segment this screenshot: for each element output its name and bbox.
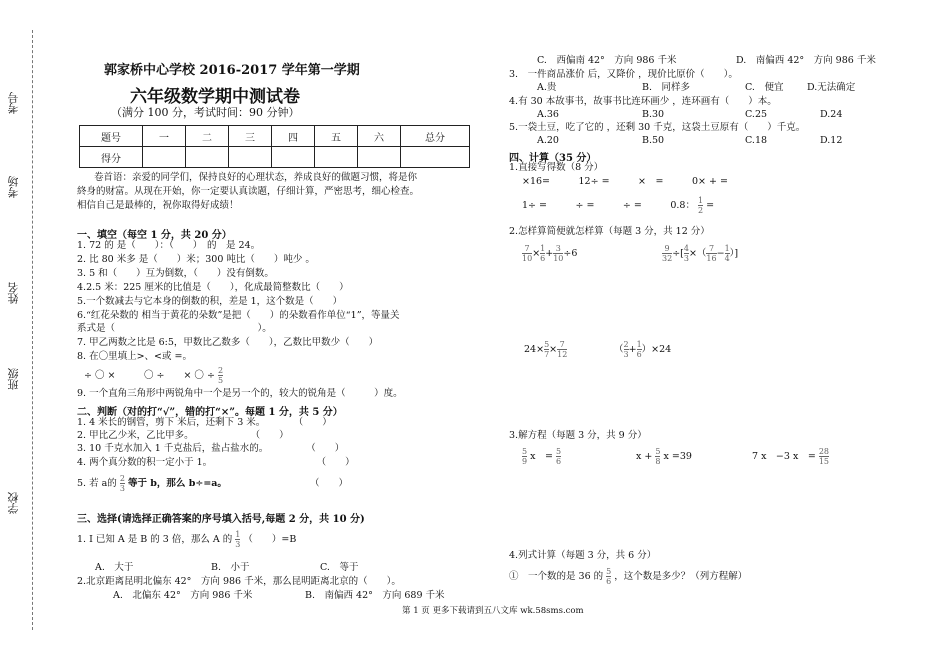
section3-q1-option: B. 小于 (211, 562, 250, 573)
numerator: 2 (217, 366, 224, 375)
score-cell[interactable] (186, 147, 229, 168)
fraction (557, 340, 567, 359)
equation-1 (522, 447, 561, 466)
score-cell[interactable] (229, 147, 272, 168)
section3-q3-option: C. 便宜 (745, 82, 784, 93)
school-title: 郭家桥中心学校 2016-2017 学年第一学期 (104, 63, 360, 78)
numerator: 2 (623, 340, 629, 349)
denominator: 3 (235, 540, 241, 549)
score-header-cell: 四 (272, 126, 315, 147)
section1-line: 6.“红花朵数的 相当于黄花的朵数”是把（ ）的朵数看作单位“1”，等量关 (77, 310, 400, 321)
score-cell[interactable] (272, 147, 315, 168)
numerator: 1 (698, 196, 704, 205)
section3-heading: 三、选择(请选择正确答案的序号填入括号,每题 2 分，共 10 分) (77, 514, 365, 525)
section3-q1 (77, 530, 296, 549)
operator: ÷[ (672, 248, 684, 259)
equation-text: 7 (752, 451, 759, 462)
section3-q4: 4.有 30 本故事书，故事书比连环画少 ，连环画有（ ）本。 (509, 96, 777, 107)
equation-text: x + (636, 451, 653, 462)
section1-line: 2. 比 80 米多 是（ ）米；300 吨比（ ）吨少 。 (77, 254, 315, 265)
exam-info: （满分 100 分，考试时间：90 分钟） (111, 106, 300, 119)
score-header-cell: 三 (229, 126, 272, 147)
section3-q4-option: C.25 (745, 109, 768, 120)
numerator: 9 (662, 244, 672, 254)
score-header-cell: 总分 (401, 126, 470, 147)
equation-text: x = (792, 451, 816, 462)
score-cell[interactable] (401, 147, 470, 168)
section3-q4-option: D.24 (820, 109, 843, 120)
fraction (522, 244, 532, 263)
section3-q5-option: C.18 (745, 135, 768, 146)
score-table-header-row (80, 126, 470, 147)
numerator: 4 (683, 244, 689, 253)
text: 1. I 已知 A 是 B 的 3 倍，那么 A 的 (77, 534, 233, 545)
text: 5. 若 a的 (77, 478, 117, 489)
numerator: 7 (557, 340, 567, 350)
numerator: 5 (655, 447, 661, 456)
section3-q3-option: D.无法确定 (807, 82, 856, 93)
fraction (662, 244, 672, 263)
section1-line: 9. 一个直角三角形中两锐角中一个是另一个的，较大的锐角是（ ）度。 (77, 388, 403, 399)
denominator: 4 (724, 254, 730, 263)
denominator: 8 (655, 457, 661, 466)
section1-line: 7. 甲乙两数之比是 6:5，甲数比乙数多（ ），乙数比甲数少（ ） (77, 337, 379, 348)
section3-q2-option: B. 南偏西 42° 方向 689 千米 (305, 590, 445, 601)
denominator: 2 (698, 206, 704, 215)
fraction (522, 447, 527, 466)
section1-heading: 一、填空（每空 1 分，共 20 分） (77, 230, 232, 241)
score-cell[interactable] (358, 147, 401, 168)
section1-line: 系式是（ ）。 (77, 323, 272, 334)
section4-p1-row1: ×16= 12÷ = × = 0× + = (522, 176, 728, 187)
fraction (819, 447, 829, 466)
numerator: 5 (555, 447, 562, 456)
text: 等于 b，那么 b÷ (127, 478, 204, 489)
equation-3 (752, 447, 829, 466)
expr-4 (614, 340, 671, 359)
operator: × (549, 344, 558, 355)
section3-q2-option: A. 北偏东 42° 方向 986 千米 (113, 590, 253, 601)
expr-3 (524, 340, 567, 359)
text: =a。 (203, 478, 227, 489)
numerator: 1 (724, 244, 730, 253)
score-header-cell: 题号 (80, 126, 143, 147)
compare-row-text: ÷ 〇 × 〇 ÷ × 〇 ÷ (84, 370, 215, 381)
denominator: 32 (662, 254, 673, 263)
margin-label-school: 学校 (7, 492, 20, 514)
section4-p4-heading: 4.列式计算（每题 3 分，共 6 分） (509, 550, 657, 561)
margin-label-name: 姓名 (7, 282, 20, 304)
section3-q3-option: A.贵 (537, 82, 557, 93)
section4-p4-q1 (509, 567, 747, 586)
page-footer: 第 1 页 更多下载请到五八文库 wk.58sms.com (402, 606, 584, 616)
score-cell[interactable] (315, 147, 358, 168)
denominator: 3 (119, 484, 125, 493)
section1-line: 5.一个数减去与它本身的倒数的积，差是 1，这个数是（ ） (77, 296, 343, 307)
denominator: 9 (522, 457, 528, 466)
section2-line: 1. 4 米长的钢管，剪下 米后，还剩下 3 米。 （ ） (77, 417, 332, 428)
denominator: 16 (706, 254, 717, 263)
text: 1÷ = ÷ = ÷ = 0.8： (522, 200, 695, 211)
compare-row (84, 366, 223, 385)
score-table-score-row (80, 147, 470, 168)
denominator: 3 (683, 254, 689, 263)
section3-q2-option: C. 西偏南 42° 方向 986 千米 (537, 55, 677, 66)
score-row-label: 得分 (80, 147, 143, 168)
numerator: 7 (706, 244, 716, 254)
text: ① 一个数的是 36 的 (509, 571, 604, 582)
fraction (655, 447, 660, 466)
section3-q5-option: B.50 (642, 135, 665, 146)
score-header-cell: 二 (186, 126, 229, 147)
numerator: 5 (544, 340, 550, 349)
denominator: 10 (553, 254, 564, 263)
section2-line: 3. 10 千克水加入 1 千克盐后，盐占盐水的。 （ ） (77, 443, 345, 454)
fraction (706, 244, 716, 263)
denominator: 12 (557, 350, 568, 359)
equation-text: x = (530, 451, 553, 462)
score-header-cell: 一 (143, 126, 186, 147)
margin-label-exam-room: 考场 (7, 176, 20, 198)
numerator: 2 (119, 474, 125, 483)
section2-line: 2. 甲比乙少米，乙比甲多。 （ ） (77, 430, 289, 441)
denominator: 3 (623, 350, 629, 359)
equation-2 (636, 447, 692, 466)
operator: × (532, 248, 541, 259)
section1-line: 1. 72 的 是（ ）：（ ） 的 是 24。 (77, 240, 261, 251)
numerator: 28 (818, 447, 830, 456)
section3-q1-option: C. 等于 (320, 562, 359, 573)
section3-q4-option: A.36 (537, 109, 559, 120)
numerator: 7 (522, 244, 532, 254)
denominator: 6 (540, 254, 546, 263)
numerator: 1 (540, 244, 546, 253)
margin-label-class: 班级 (7, 368, 20, 390)
section1-line: 8. 在〇里填上>、<或 =。 (77, 351, 192, 362)
binding-line (32, 30, 33, 630)
section3-q5-option: D.12 (820, 135, 843, 146)
operator: ×（ (688, 248, 707, 259)
numerator: 1 (235, 530, 241, 539)
score-table (79, 125, 470, 168)
text: = (706, 200, 715, 211)
section4-heading: 四、计算（35 分） (509, 153, 597, 164)
operator: + (545, 248, 554, 259)
section2-heading: 二、判断（对的打“√”，错的打“×”。每题 1 分，共 5 分） (77, 407, 343, 418)
section1-line: 4.2.5 米：225 厘米的比值是（ ），化成最简整数比（ ） (77, 282, 349, 293)
fraction (120, 474, 125, 493)
numerator: 5 (522, 447, 528, 456)
equation-text: x =39 (663, 451, 692, 462)
operator: （ (614, 344, 624, 355)
intro-line: 相信自己是最棒的，祝你取得好成绩！ (77, 200, 239, 211)
denominator: 6 (555, 457, 562, 466)
operator: − (716, 248, 725, 259)
exam-title: 六年级数学期中测试卷 (130, 87, 300, 107)
section2-line: 4. 两个真分数的积一定小于 1。 （ ） (77, 457, 355, 468)
answer-bracket: （ ） (309, 478, 348, 489)
fraction (556, 447, 561, 466)
operator: + (628, 344, 637, 355)
section3-q3: 3. 一件商品涨价 后，又降价 ，现价比原价（ ）。 (509, 69, 738, 80)
operator: ）] (729, 248, 739, 259)
numerator: 3 (553, 244, 563, 254)
section3-q2-option: D. 南偏西 42° 方向 986 千米 (736, 55, 876, 66)
numerator: 1 (636, 340, 642, 349)
score-header-cell: 五 (315, 126, 358, 147)
denominator: 7 (544, 350, 550, 359)
section2-line-5 (77, 474, 348, 493)
section3-q2: 2.北京距离昆明北偏东 42° 方向 986 千米，那么昆明距离北京的（ ）。 (77, 576, 401, 587)
intro-line: 終身的财富。从现在开始，你一定要认真读题，仔细计算，严密思考，细心检查。 (77, 186, 420, 197)
margin-label-exam-number: 考号 (7, 92, 20, 114)
denominator: 5 (217, 376, 224, 385)
fraction (235, 530, 240, 549)
section3-q5: 5.一袋土豆，吃了它的 ，还剩 30 千克，这袋土豆原有（ ）千克。 (509, 122, 806, 133)
section4-p1-row2 (522, 196, 714, 215)
expr-2 (662, 244, 738, 263)
section4-p2-heading: 2.怎样算简便就怎样算（每题 3 分，共 12 分） (509, 226, 710, 237)
expr-1 (522, 244, 577, 263)
score-cell[interactable] (143, 147, 186, 168)
fraction (698, 196, 703, 215)
denominator: 6 (606, 577, 612, 586)
denominator: 15 (818, 457, 830, 466)
denominator: 10 (522, 254, 533, 263)
fraction (218, 366, 223, 385)
equation-text: x −3 (761, 451, 790, 462)
score-header-cell: 六 (358, 126, 401, 147)
section3-q5-option: A.20 (537, 135, 559, 146)
section3-q1-option: A. 大于 (95, 562, 134, 573)
fraction (553, 244, 563, 263)
fraction (606, 567, 611, 586)
section1-line: 3. 5 和（ ）互为倒数，（ ）没有倒数。 (77, 268, 274, 279)
text: （ ）=B (243, 534, 297, 545)
text: ，这个数是多少？（列方程解） (614, 571, 748, 582)
operator: ）×24 (641, 344, 672, 355)
section3-q4-option: B.30 (642, 109, 665, 120)
section3-q3-option: B. 同样多 (642, 82, 691, 93)
operator: ÷6 (563, 248, 578, 259)
intro-line: 卷首语：亲爱的同学们，保持良好的心理状态，养成良好的做题习惯，将是你 (94, 172, 418, 183)
section4-p3-heading: 3.解方程（每题 3 分，共 9 分） (509, 430, 647, 441)
section4-p1-heading: 1.直接写得数（8 分） (509, 162, 604, 173)
numerator: 5 (606, 567, 612, 576)
operator: 24× (524, 344, 545, 355)
denominator: 6 (636, 350, 642, 359)
